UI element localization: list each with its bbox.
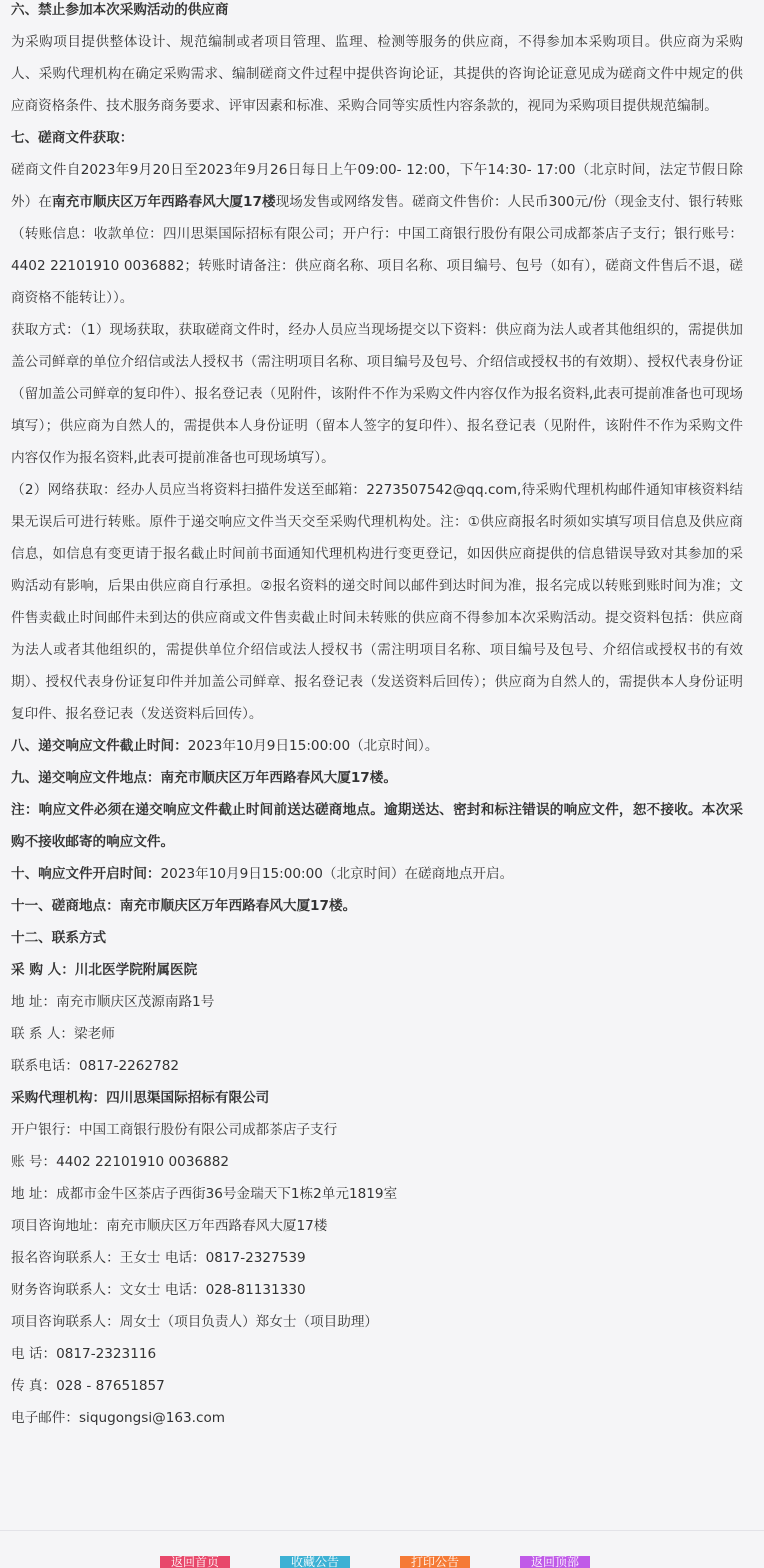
section-9-value: 南充市顺庆区万年西路春风大厦17楼。 <box>160 770 397 786</box>
section-11-label: 十一、磋商地点： <box>11 898 120 914</box>
response-note: 注：响应文件必须在递交响应文件截止时间前送达磋商地点。逾期送达、密封和标注错误的响应文件，恕不接收。本次采购不接收邮寄的响应文件。 <box>11 802 743 850</box>
signup-contact: 报名咨询联系人：王女士 电话：0817-2327539 <box>11 1250 306 1266</box>
section-9 <box>11 762 743 794</box>
action-button-bar <box>0 1556 764 1568</box>
buyer-phone: 联系电话：0817-2262782 <box>11 1058 180 1074</box>
agency-address: 地 址：成都市金牛区茶店子西街36号金瑞天下1栋2单元1819室 <box>11 1186 398 1202</box>
bookmark-label: 收藏公告 <box>290 1556 339 1568</box>
section-10-value: 2023年10月9日15:00:00（北京时间）在磋商地点开启。 <box>160 866 514 882</box>
section-12-title: 十二、联系方式 <box>11 930 107 946</box>
section-7-paragraph-3: （2）网络获取：经办人员应当将资料扫描件发送至邮箱：2273507542@qq.com,待采购代理机构邮件通知审核资料结果无误后可进行转账。原件于递交响应文件当天交至采购代理机构处。注：①供应商报名时须如实填写项目信息及供应商信息，如信息有变更请于报名截止时间前书面通知代理机构进行变更登记，如因供应商提供的信息错误导致对其参加的采购活动有影响，后果由供应商自行承担。②报名资料的递交时间以邮件到达时间为准，报名完成以转账到账时间为准；文件售卖截止时间邮件未到达的供应商或文件售卖截止时间未转账的供应商不得参加本次采购活动。提交资料包括：供应商为法人或者其他组织的，需提供单位介绍信或法人授权书（需注明项目名称、项目编号及包号、介绍信或授权书的有效期）、授权代表身份证复印件并加盖公司鲜章、报名登记表（发送资料后回传）；供应商为自然人的，需提供本人身份证明复印件、报名登记表（发送资料后回传）。 <box>11 482 743 722</box>
back-home-button[interactable] <box>160 1556 230 1568</box>
section-8-label: 八、递交响应文件截止时间： <box>11 738 188 754</box>
back-to-top-label: 返回顶部 <box>530 1556 579 1568</box>
buyer-contact-person: 联 系 人：梁老师 <box>11 1026 115 1042</box>
footer-divider <box>0 1530 764 1531</box>
section-7-paragraph-1 <box>11 154 743 314</box>
buyer <box>11 954 743 986</box>
print-label: 打印公告 <box>410 1556 459 1568</box>
finance-contact: 财务咨询联系人：文女士 电话：028-81131330 <box>11 1282 306 1298</box>
section-8-value: 2023年10月9日15:00:00（北京时间）。 <box>187 738 439 754</box>
section-7-p1-start: 磋商文件自2023年9月20日至2023年9月26日每日上午09:00- 12:00，下午14:30- 17:00（北京时间，法定节假日除外）在 <box>11 162 743 210</box>
agency <box>11 1082 743 1114</box>
section-7-paragraph-2: 获取方式：（1）现场获取，获取磋商文件时，经办人员应当现场提交以下资料：供应商为法人或者其他组织的，需提供加盖公司鲜章的单位介绍信或法人授权书（需注明项目名称、项目编号及包号、介绍信或授权书的有效期）、授权代表身份证（留加盖公司鲜章的复印件）、报名登记表（见附件，该附件不作为采购文件内容仅作为报名资料,此表可提前准备也可现场填写）；供应商为自然人的，需提供本人身份证明（留本人签字的复印件）、报名登记表（见附件，该附件不作为采购文件内容仅作为报名资料,此表可提前准备也可现场填写）。 <box>11 322 743 466</box>
agency-bank: 开户银行：中国工商银行股份有限公司成都茶店子支行 <box>11 1122 338 1138</box>
agency-email <box>11 1402 743 1434</box>
section-10 <box>11 858 743 890</box>
section-11 <box>11 890 743 922</box>
agency-value: 四川思渠国际招标有限公司 <box>106 1090 270 1106</box>
agency-label: 采购代理机构： <box>11 1090 107 1106</box>
section-7-title: 七、磋商文件获取： <box>11 130 134 146</box>
agency-tel: 电 话：0817-2323116 <box>11 1346 157 1362</box>
buyer-label: 采 购 人： <box>11 962 75 978</box>
print-button[interactable] <box>400 1556 470 1568</box>
section-6-title: 六、禁止参加本次采购活动的供应商 <box>11 2 229 18</box>
project-contact: 项目咨询联系人：周女士（项目负责人）郑女士（项目助理） <box>11 1314 379 1330</box>
section-10-label: 十、响应文件开启时间： <box>11 866 161 882</box>
section-9-label: 九、递交响应文件地点： <box>11 770 161 786</box>
bookmark-button[interactable] <box>280 1556 350 1568</box>
agency-account: 账 号：4402 22101910 0036882 <box>11 1154 230 1170</box>
email-link[interactable]: 电子邮件：siqugongsi@163.com <box>11 1410 226 1426</box>
section-8 <box>11 730 743 762</box>
agency-fax: 传 真：028 - 87651857 <box>11 1378 165 1394</box>
buyer-value: 川北医学院附属医院 <box>74 962 198 978</box>
announcement-body <box>11 0 743 1434</box>
section-7-p1-end: 现场发售或网络发售。磋商文件售价：人民币300元/份（现金支付、银行转账（转账信息：收款单位：四川思渠国际招标有限公司；开户行：中国工商银行股份有限公司成都茶店子支行；银行账号：4402 22101910 0036882；转账时请备注：供应商名称、项目名称、项目编号、包号（如有），磋商文件售后不退，磋商资格不能转让））。 <box>11 194 743 306</box>
back-to-top-button[interactable] <box>520 1556 590 1568</box>
project-address: 项目咨询地址：南充市顺庆区万年西路春风大厦17楼 <box>11 1218 328 1234</box>
section-6-body: 为采购项目提供整体设计、规范编制或者项目管理、监理、检测等服务的供应商，不得参加本采购项目。供应商为采购人、采购代理机构在确定采购需求、编制磋商文件过程中提供咨询论证，其提供的咨询论证意见成为磋商文件中规定的供应商资格条件、技术服务商务要求、评审因素和标准、采购合同等实质性内容条款的，视同为采购项目提供规范编制。 <box>11 34 743 114</box>
back-home-label: 返回首页 <box>170 1556 219 1568</box>
section-11-value: 南充市顺庆区万年西路春风大厦17楼。 <box>119 898 357 914</box>
sale-location: 南充市顺庆区万年西路春风大厦17楼 <box>51 194 276 210</box>
buyer-address: 地 址：南充市顺庆区茂源南路1号 <box>11 994 215 1010</box>
